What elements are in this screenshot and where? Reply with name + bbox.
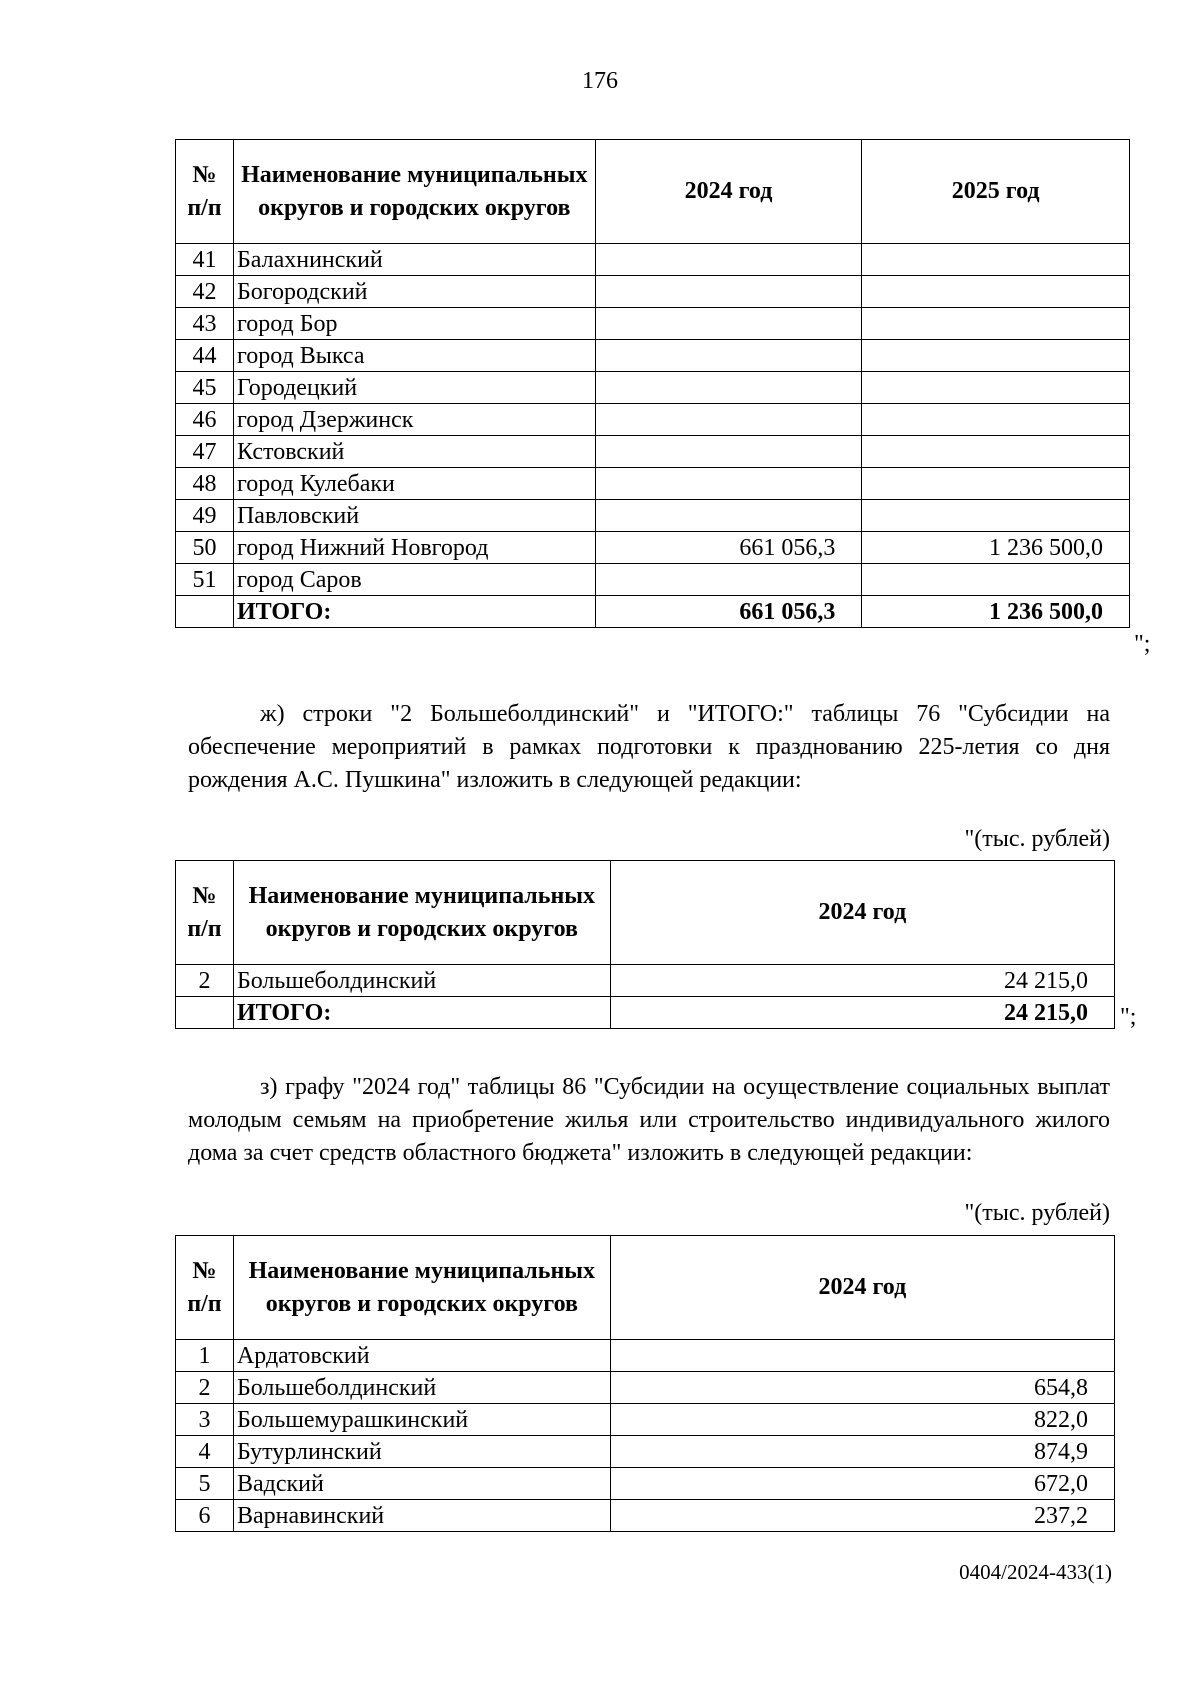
header-name: Наименование муниципальных округов и городских округов — [233, 140, 595, 244]
cell-number: 51 — [176, 564, 234, 596]
cell-number — [176, 596, 234, 628]
cell-value — [862, 276, 1130, 308]
cell-value — [595, 436, 862, 468]
cell-name: Большемурашкинский — [233, 1404, 610, 1436]
cell-name: Городецкий — [233, 372, 595, 404]
cell-name: город Саров — [233, 564, 595, 596]
cell-value — [595, 564, 862, 596]
header-num: № п/п — [176, 140, 234, 244]
header-2024: 2024 год — [595, 140, 862, 244]
table-row — [176, 1340, 1115, 1372]
cell-value — [862, 436, 1130, 468]
header-2025: 2025 год — [862, 140, 1130, 244]
cell-name: Ардатовский — [233, 1340, 610, 1372]
header-num: № п/п — [176, 1236, 234, 1340]
header-num: № п/п — [176, 861, 234, 965]
cell-value: 24 215,0 — [610, 997, 1114, 1029]
cell-number: 41 — [176, 244, 234, 276]
cell-name: Бутурлинский — [233, 1436, 610, 1468]
header-name: Наименование муниципальных округов и городских округов — [233, 861, 610, 965]
cell-name: Вадский — [233, 1468, 610, 1500]
cell-value — [610, 1340, 1114, 1372]
cell-number: 47 — [176, 436, 234, 468]
unit-note-2: "(тыс. рублей) — [964, 1200, 1110, 1226]
header-2024: 2024 год — [610, 861, 1114, 965]
cell-value — [862, 372, 1130, 404]
paragraph-zh: ж) строки "2 Большеболдинский" и "ИТОГО:" таблицы 76 "Субсидии на обеспечение мероприятий в рамках подготовки к празднованию 225-летия со дня рождения А.С. Пушкина" изложить в следующей редакции: — [188, 701, 1110, 793]
cell-value — [862, 340, 1130, 372]
cell-number: 42 — [176, 276, 234, 308]
cell-name: Кстовский — [233, 436, 595, 468]
table-row — [176, 500, 1130, 532]
cell-name: Большеболдинский — [233, 1372, 610, 1404]
document-code: 0404/2024-433(1) — [959, 1560, 1112, 1584]
cell-value — [595, 500, 862, 532]
table-row — [176, 564, 1130, 596]
cell-number: 49 — [176, 500, 234, 532]
cell-value: 1 236 500,0 — [862, 596, 1130, 628]
cell-value: 1 236 500,0 — [862, 532, 1130, 564]
cell-number: 2 — [176, 1372, 234, 1404]
cell-name: город Кулебаки — [233, 468, 595, 500]
total-row — [176, 997, 1115, 1029]
cell-name: Варнавинский — [233, 1500, 610, 1532]
cell-value — [595, 468, 862, 500]
table-row — [176, 965, 1115, 997]
table-municipal-2024-2025 — [175, 139, 1130, 628]
table-row — [176, 308, 1130, 340]
cell-name: город Дзержинск — [233, 404, 595, 436]
cell-value: 822,0 — [610, 1404, 1114, 1436]
cell-value: 661 056,3 — [595, 532, 862, 564]
table-row — [176, 276, 1130, 308]
cell-number: 6 — [176, 1500, 234, 1532]
cell-name: ИТОГО: — [233, 596, 595, 628]
cell-value — [862, 244, 1130, 276]
cell-name: город Выкса — [233, 340, 595, 372]
table-row — [176, 1500, 1115, 1532]
unit-note-1: "(тыс. рублей) — [964, 826, 1110, 852]
cell-name: ИТОГО: — [233, 997, 610, 1029]
cell-number: 43 — [176, 308, 234, 340]
cell-value: 672,0 — [610, 1468, 1114, 1500]
cell-number — [176, 997, 234, 1029]
cell-value — [862, 564, 1130, 596]
cell-value — [862, 404, 1130, 436]
table-row — [176, 372, 1130, 404]
cell-name: город Бор — [233, 308, 595, 340]
cell-value — [595, 244, 862, 276]
table2-closing-quote: "; — [1120, 1004, 1137, 1030]
table-row — [176, 1372, 1115, 1404]
cell-number: 44 — [176, 340, 234, 372]
cell-value — [595, 340, 862, 372]
cell-number: 50 — [176, 532, 234, 564]
table-row — [176, 1436, 1115, 1468]
cell-value — [595, 404, 862, 436]
cell-name: город Нижний Новгород — [233, 532, 595, 564]
table-row — [176, 340, 1130, 372]
cell-number: 2 — [176, 965, 234, 997]
cell-value — [862, 500, 1130, 532]
table1-closing-quote: "; — [1134, 631, 1151, 657]
cell-name: Богородский — [233, 276, 595, 308]
cell-value: 24 215,0 — [610, 965, 1114, 997]
cell-value — [595, 372, 862, 404]
header-2024: 2024 год — [610, 1236, 1114, 1340]
cell-name: Большеболдинский — [233, 965, 610, 997]
header-name: Наименование муниципальных округов и городских округов — [233, 1236, 610, 1340]
cell-number: 45 — [176, 372, 234, 404]
cell-number: 1 — [176, 1340, 234, 1372]
cell-number: 46 — [176, 404, 234, 436]
total-row — [176, 596, 1130, 628]
cell-number: 5 — [176, 1468, 234, 1500]
cell-number: 48 — [176, 468, 234, 500]
cell-value: 654,8 — [610, 1372, 1114, 1404]
cell-value: 874,9 — [610, 1436, 1114, 1468]
table-row — [176, 404, 1130, 436]
cell-name: Павловский — [233, 500, 595, 532]
cell-number: 4 — [176, 1436, 234, 1468]
table-pushkin-subsidy — [175, 860, 1115, 1029]
table-row — [176, 468, 1130, 500]
page-number: 176 — [582, 68, 618, 94]
cell-value — [862, 468, 1130, 500]
table-row — [176, 1468, 1115, 1500]
cell-value: 661 056,3 — [595, 596, 862, 628]
cell-value — [595, 308, 862, 340]
table-row — [176, 1404, 1115, 1436]
table-row — [176, 532, 1130, 564]
cell-value — [862, 308, 1130, 340]
paragraph-z: з) графу "2024 год" таблицы 86 "Субсидии на осуществление социальных выплат молодым семьям на приобретение жилья или строительство индивидуального жилого дома за счет средств областного бюджета" изложить в следующей редакции: — [188, 1074, 1110, 1166]
table-young-families — [175, 1235, 1115, 1532]
cell-name: Балахнинский — [233, 244, 595, 276]
table-row — [176, 244, 1130, 276]
cell-value: 237,2 — [610, 1500, 1114, 1532]
table-row — [176, 436, 1130, 468]
cell-number: 3 — [176, 1404, 234, 1436]
cell-value — [595, 276, 862, 308]
